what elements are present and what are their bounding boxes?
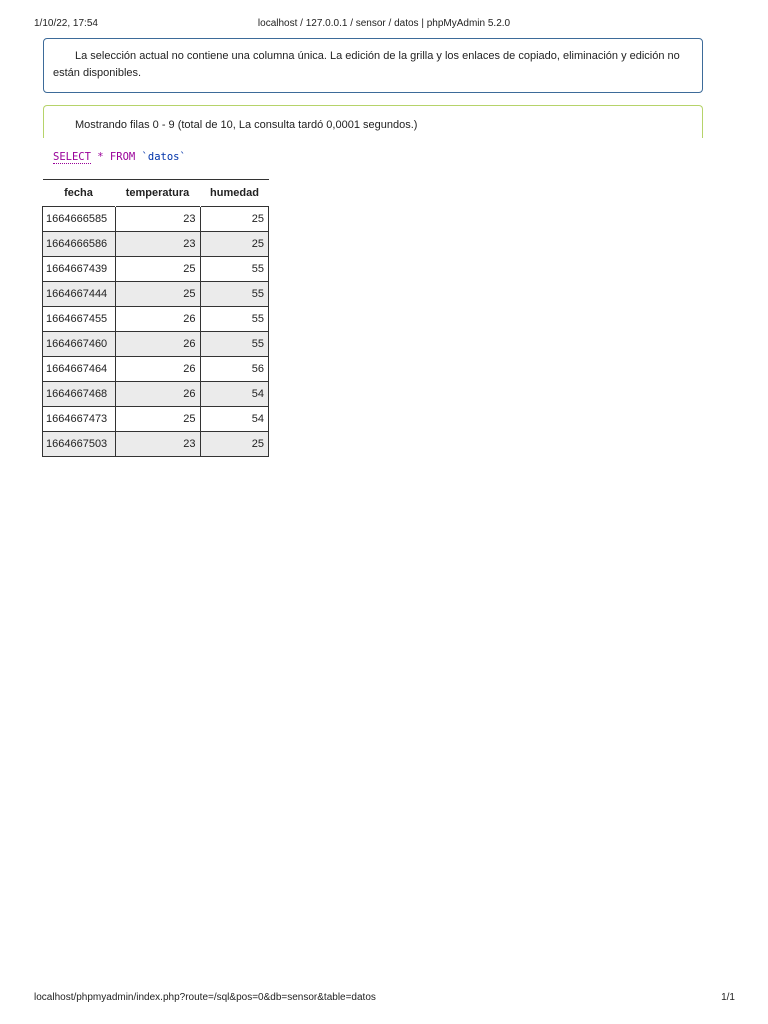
cell-temperatura: 26 [115, 332, 200, 357]
cell-temperatura: 25 [115, 407, 200, 432]
print-header-datetime: 1/10/22, 17:54 [34, 18, 98, 29]
cell-fecha: 1664667503 [43, 432, 116, 457]
table-row [43, 207, 269, 232]
success-message-text: Mostrando filas 0 - 9 (total de 10, La consulta tardó 0,0001 segundos.) [75, 119, 418, 131]
cell-humedad: 54 [200, 407, 269, 432]
table-row [43, 407, 269, 432]
sql-star: * [97, 151, 104, 163]
cell-temperatura: 25 [115, 257, 200, 282]
cell-temperatura: 23 [115, 232, 200, 257]
results-table [42, 179, 269, 457]
print-header-page-title: localhost / 127.0.0.1 / sensor / datos | phpMyAdmin 5.2.0 [257, 18, 511, 29]
cell-humedad: 56 [200, 357, 269, 382]
cell-humedad: 54 [200, 382, 269, 407]
cell-humedad: 55 [200, 282, 269, 307]
column-header-fecha[interactable]: fecha [43, 180, 116, 207]
sql-query [53, 150, 186, 164]
cell-fecha: 1664667439 [43, 257, 116, 282]
cell-fecha: 1664667444 [43, 282, 116, 307]
column-header-temperatura[interactable]: temperatura [115, 180, 200, 207]
table-header-row [43, 180, 269, 207]
cell-fecha: 1664666586 [43, 232, 116, 257]
table-row [43, 282, 269, 307]
cell-temperatura: 23 [115, 207, 200, 232]
column-header-humedad[interactable]: humedad [200, 180, 269, 207]
print-footer-url: localhost/phpmyadmin/index.php?route=/sql&pos=0&db=sensor&table=datos [34, 992, 376, 1003]
table-row [43, 382, 269, 407]
sql-keyword-from: FROM [109, 151, 136, 163]
cell-temperatura: 26 [115, 357, 200, 382]
print-footer-page-number: 1/1 [721, 992, 735, 1003]
sql-keyword-select[interactable]: SELECT [53, 151, 91, 163]
cell-temperatura: 26 [115, 307, 200, 332]
notice-message-text: La selección actual no contiene una columna única. La edición de la grilla y los enlaces de copiado, eliminación y edición no están disponibles. [53, 50, 680, 79]
cell-humedad: 25 [200, 432, 269, 457]
cell-fecha: 1664666585 [43, 207, 116, 232]
table-row [43, 332, 269, 357]
cell-humedad: 55 [200, 332, 269, 357]
notice-message [43, 38, 703, 93]
table-row [43, 257, 269, 282]
cell-fecha: 1664667460 [43, 332, 116, 357]
cell-temperatura: 26 [115, 382, 200, 407]
success-message [43, 105, 703, 138]
cell-fecha: 1664667473 [43, 407, 116, 432]
table-row [43, 232, 269, 257]
cell-fecha: 1664667455 [43, 307, 116, 332]
sql-table-name: `datos` [141, 151, 186, 163]
table-row [43, 432, 269, 457]
cell-humedad: 55 [200, 307, 269, 332]
table-row [43, 357, 269, 382]
cell-fecha: 1664667464 [43, 357, 116, 382]
cell-humedad: 25 [200, 207, 269, 232]
cell-temperatura: 23 [115, 432, 200, 457]
cell-humedad: 25 [200, 232, 269, 257]
cell-temperatura: 25 [115, 282, 200, 307]
table-row [43, 307, 269, 332]
cell-humedad: 55 [200, 257, 269, 282]
cell-fecha: 1664667468 [43, 382, 116, 407]
